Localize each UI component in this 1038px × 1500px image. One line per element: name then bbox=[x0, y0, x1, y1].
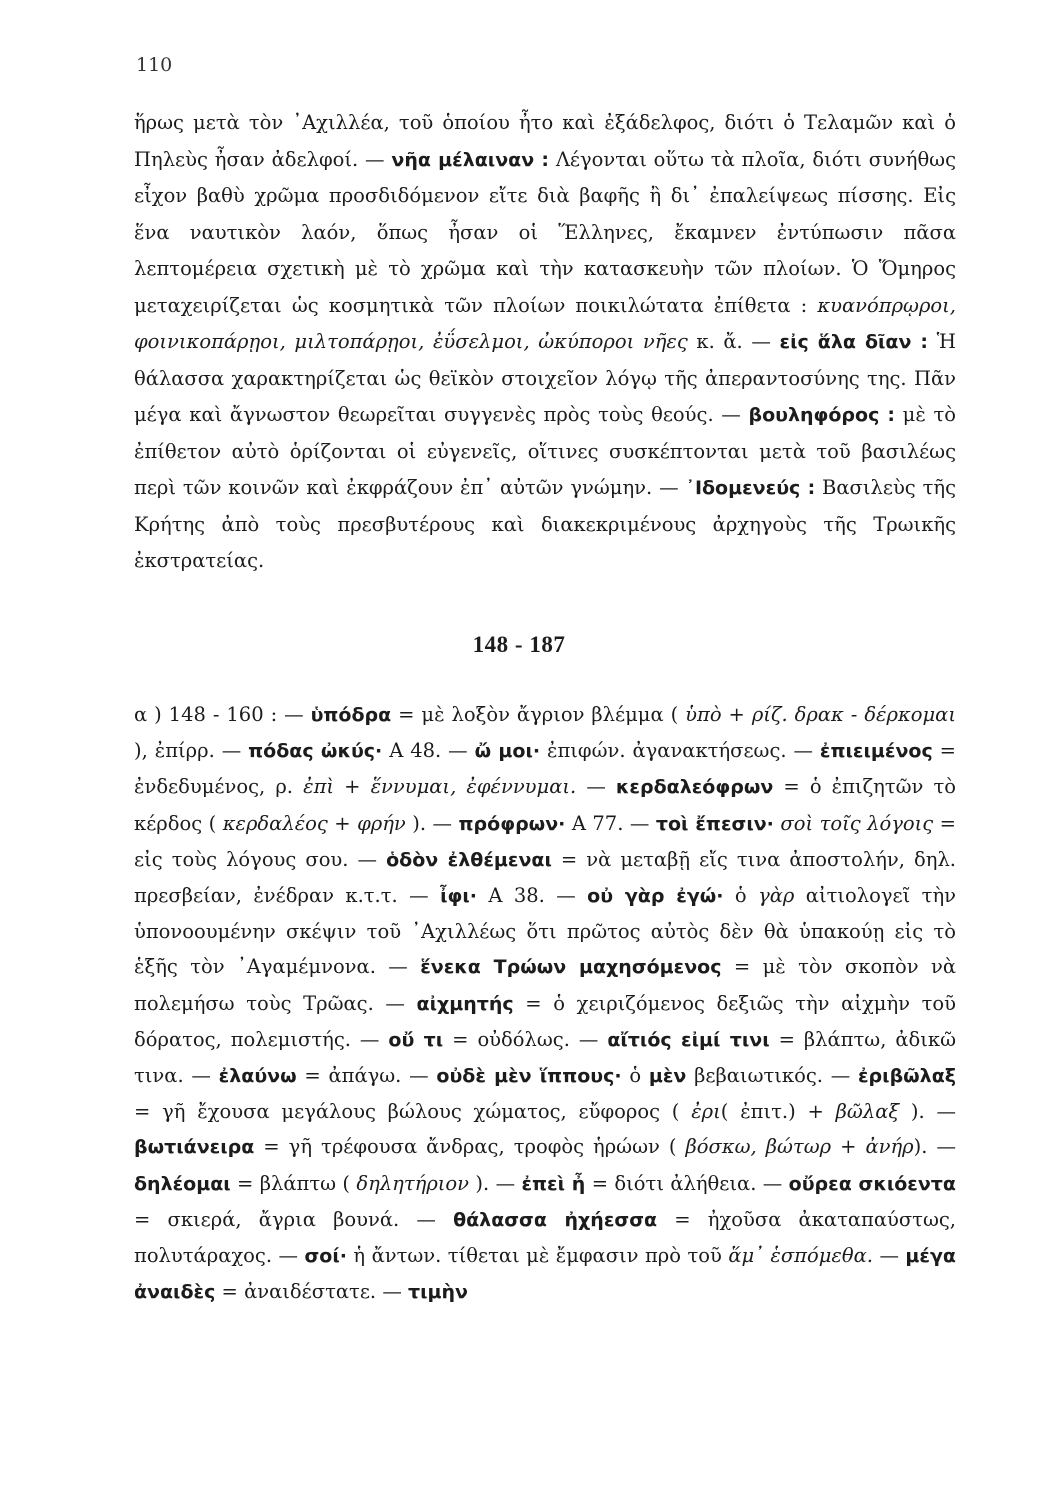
body-text: — bbox=[576, 775, 616, 799]
body-text: = εἰς τοὺς λόγους σου. — bbox=[134, 811, 957, 871]
lemma-term: ἐλαύνω bbox=[218, 1065, 297, 1088]
body-text: = ἀναιδέστατε. — bbox=[215, 1280, 409, 1304]
body-text: = μὲ λοξὸν ἄγριον βλέμμα ( bbox=[391, 703, 686, 726]
body-text: Βασιλεὺς τῆς Κρήτης ἀπὸ τοὺς πρεσβυτέρους καὶ διακεκριμένους ἀρχηγοὺς τῆς Τρωικῆς ἐκστρατείας. bbox=[134, 476, 956, 572]
body-text: μὲ τὸ ἐπίθετον αὐτὸ ὁρίζονται οἱ εὐγενεῖς, οἵτινες συσκέπτονται μετὰ τοῦ βασιλέως περὶ τῶν κοινῶν καὶ ἐκφράζουν ἐπ᾿ αὐτῶν γνώμην. — bbox=[134, 403, 956, 499]
lemma-term: ἐριβῶλαξ bbox=[857, 1065, 956, 1088]
body-text: = ἀπάγω. — bbox=[296, 1064, 437, 1088]
body-text: ( ἐπιτ.) + bbox=[720, 1100, 836, 1124]
body-text: Ἡ θάλασσα χαρακτηρίζεται ὡς θεϊκὸν στοιχεῖον λόγῳ τῆς ἀπεραντοσύνης της. Πᾶν μέγα καὶ ἄγνωστον θεωρεῖται συγγενὲς πρὸς τοὺς θεούς. — bbox=[134, 330, 956, 426]
body-text: = νὰ μεταβῇ εἴς τινα ἀποστολήν, δηλ. πρεσβείαν, ἐνέδραν κ.τ.τ. — bbox=[134, 847, 957, 908]
lemma-term: πρόφρων· bbox=[458, 812, 566, 835]
body-text: ). — bbox=[913, 1135, 956, 1159]
italic-text: βόσκω, βώτωρ + ἀνήρ bbox=[685, 1135, 914, 1159]
lemma-term: πόδας ὠκύς· bbox=[248, 740, 383, 763]
italic-text: ἅμ᾿ ἑσπόμεθα. bbox=[728, 1244, 873, 1268]
body-text: = ὁ χειριζόμενος δεξιῶς τὴν αἰχμὴν τοῦ δόρατος, πολεμιστής. — bbox=[134, 991, 956, 1051]
body-text: ), ἐπίρρ. — bbox=[134, 739, 249, 763]
body-text: = βλάπτω, ἀδικῶ τινα. — bbox=[134, 1027, 956, 1088]
body-text: αἰτιολογεῖ τὴν ὑπονοουμένην σκέψιν τοῦ ᾿Αχιλλέως ὅτι πρῶτος αὐτὸς δὲν θὰ ὑπακούῃ εἰς τὸ ἑξῆς τὸν ᾿Αγαμέμνονα. — bbox=[134, 884, 956, 979]
lemma-term: οὔρεα σκιόεντα bbox=[788, 1172, 956, 1195]
lemma-term: εἰς ἅλα δῖαν : bbox=[779, 331, 929, 353]
body-text: = γῆ τρέφουσα ἄνδρας, τροφὸς ἡρώων ( bbox=[254, 1135, 686, 1159]
commentary-paragraph-top bbox=[134, 105, 956, 580]
lemma-term: τοὶ ἔπεσιν· bbox=[655, 812, 774, 835]
body-text: ἡ ἄντων. τίθεται μὲ ἔμφασιν πρὸ τοῦ bbox=[346, 1244, 729, 1268]
lemma-term: ὁδὸν ἐλθέμεναι bbox=[386, 848, 552, 871]
body-text: ἐπιφών. ἀγανακτήσεως. — bbox=[540, 739, 820, 763]
lemma-term: μέγα ἀναιδὲς bbox=[134, 1245, 956, 1304]
lemma-term: θάλασσα ἠχήεσσα bbox=[453, 1208, 658, 1231]
body-text: = βλάπτω ( bbox=[230, 1171, 357, 1195]
page-number: 110 bbox=[136, 54, 173, 76]
lemma-term: τιμὴν bbox=[408, 1281, 468, 1304]
lemma-term: βουληφόρος : bbox=[748, 404, 896, 426]
lemma-term: ἕνεκα Τρώων μαχησόμενος bbox=[420, 956, 722, 979]
body-text: ). — bbox=[405, 811, 459, 835]
lemma-term: ὑπόδρα bbox=[310, 704, 392, 726]
commentary-paragraph-bottom bbox=[134, 697, 956, 1310]
lemma-term: μὲν bbox=[648, 1065, 687, 1088]
lemma-term: ἐπεὶ ἦ bbox=[521, 1172, 586, 1195]
lemma-term: σοί· bbox=[304, 1245, 347, 1268]
lemma-term: αἴτιός εἰμί τινι bbox=[607, 1028, 770, 1051]
lemma-term: οὐδὲ μὲν ἵππους· bbox=[436, 1065, 622, 1088]
lemma-term: βωτιάνειρα bbox=[134, 1136, 255, 1159]
body-text: Α 38. — bbox=[476, 884, 588, 908]
lemma-term: οὔ τι bbox=[388, 1028, 444, 1051]
body-text: Α 77. — bbox=[565, 811, 656, 835]
lemma-term: ἐπιειμένος bbox=[819, 740, 933, 763]
body-text: = ἠχοῦσα ἀκαταπαύστως, πολυτάραχος. — bbox=[134, 1207, 956, 1268]
lemma-term: δηλέομαι bbox=[134, 1172, 231, 1195]
body-text: βεβαιωτικός. — bbox=[686, 1064, 858, 1088]
body-text: — bbox=[872, 1244, 906, 1268]
body-text: α ) 148 - 160 : — bbox=[134, 703, 311, 726]
body-text: Α 48. — bbox=[382, 739, 475, 763]
section-heading: 148 - 187 bbox=[472, 632, 566, 657]
italic-text: ἐπὶ + ἕννυμαι, ἐφέννυμαι. bbox=[303, 775, 577, 799]
body-text: = μὲ τὸν σκοπὸν νὰ πολεμήσω τοὺς Τρῶας. — bbox=[134, 955, 957, 1015]
body-text: = διότι ἀλήθεια. — bbox=[585, 1171, 789, 1195]
lemma-term: ᾿Ιδομενεύς : bbox=[685, 477, 816, 499]
italic-text: σοὶ τοῖς λόγοις bbox=[780, 811, 934, 835]
body-text: = σκιερά, ἄγρια βουνά. — bbox=[134, 1207, 454, 1231]
italic-text: κερδαλέος + φρήν bbox=[222, 811, 406, 835]
italic-text: ἐρι bbox=[691, 1100, 721, 1124]
italic-text: δηλητήριον bbox=[356, 1171, 470, 1195]
body-text: = γῆ ἔχουσα μεγάλους βώλους χώματος, εὔφορος ( bbox=[134, 1100, 692, 1124]
lemma-term: ὤ μοι· bbox=[474, 740, 541, 763]
italic-text: βῶλαξ bbox=[835, 1100, 900, 1124]
lemma-term: οὐ γὰρ ἐγώ· bbox=[587, 885, 724, 908]
lemma-term: νῆα μέλαιναν : bbox=[391, 148, 549, 171]
body-text: ). — bbox=[469, 1171, 522, 1195]
body-text: Λέγονται οὕτω τὰ πλοῖα, διότι συνήθως εἶχον βαθὺ χρῶμα προσδιδόμενον εἴτε διὰ βαφῆς ἢ δι᾿ ἐπαλείψεως πίσσης. Εἰς ἕνα ναυτικὸν λαόν, ὅπως ἦσαν οἱ Ἕλληνες, ἔκαμνεν ἐντύπωσιν πᾶσα λεπτομέρεια σχετικὴ μὲ τὸ χρῶμα καὶ τὴν κατασκευὴν τῶν πλοίων. Ὁ Ὅμηρος μεταχειρίζεται ὡς κοσμητικὰ τῶν πλοίων ποικιλώτατα ἐπίθετα : bbox=[134, 147, 957, 317]
lemma-term: ἶφι· bbox=[440, 885, 477, 908]
body-text: ἥρως μετὰ τὸν ᾿Αχιλλέα, τοῦ ὁποίου ἦτο καὶ ἐξάδελφος, διότι ὁ Τελαμῶν καὶ ὁ Πηλεὺς ἦσαν ἀδελφοί. — bbox=[134, 111, 956, 171]
lemma-term: κερδαλεόφρων bbox=[615, 776, 774, 799]
body-text: = ἐνδεδυμένος, ρ. bbox=[134, 739, 956, 799]
body-text: ὁ bbox=[723, 884, 759, 908]
body-text: ). — bbox=[899, 1100, 957, 1124]
body-text: = ὁ ἐπιζητῶν τὸ κέρδος ( bbox=[134, 775, 956, 835]
body-text: ὁ bbox=[621, 1064, 649, 1088]
italic-text: κυανόπρῳροι, φοινικοπάρῃοι, μιλτοπάρῃοι, ἐΰσελμοι, ὠκύποροι νῆες bbox=[134, 293, 956, 353]
italic-text: γὰρ bbox=[758, 884, 795, 908]
body-text: κ. ἄ. — bbox=[687, 330, 780, 353]
italic-text: ὑπὸ + ρίζ. δρακ - δέρκομαι bbox=[685, 703, 956, 726]
body-text: = οὐδόλως. — bbox=[443, 1027, 608, 1051]
lemma-term: αἰχμητής bbox=[416, 992, 514, 1015]
